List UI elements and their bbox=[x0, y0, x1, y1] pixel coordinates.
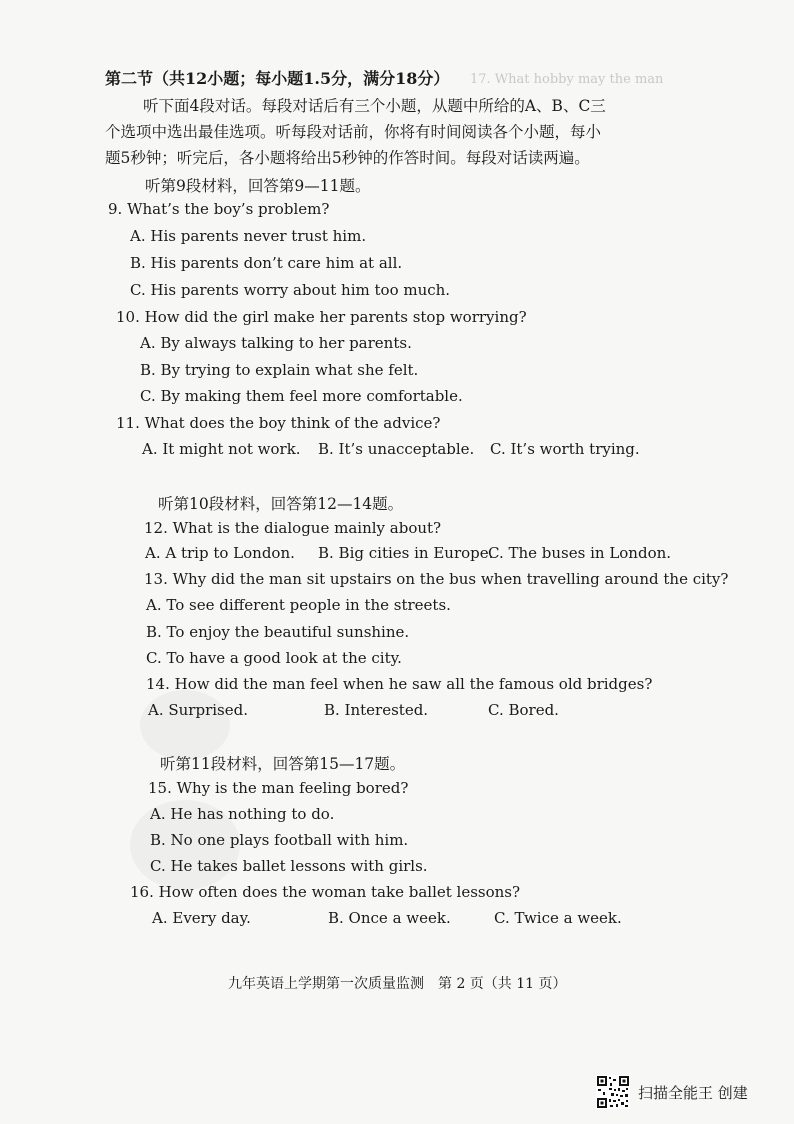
option-c: C. Bored. bbox=[488, 701, 559, 719]
section-title: 第二节（共12小题；每小题1.5分，满分18分） bbox=[105, 69, 450, 88]
option-b: B. Interested. bbox=[324, 701, 429, 719]
option-b: B. By trying to explain what she felt. bbox=[140, 361, 419, 379]
option-a: A. To see different people in the streets. bbox=[146, 596, 451, 614]
qr-code-icon bbox=[596, 1075, 630, 1109]
option-a: A. His parents never trust him. bbox=[130, 227, 367, 245]
option-b: B. To enjoy the beautiful sunshine. bbox=[146, 623, 410, 641]
instruction-line: 个选项中选出最佳选项。听每段对话前，你将有时间阅读各个小题，每小 bbox=[105, 123, 602, 141]
option-a: A. Every day. bbox=[152, 909, 251, 927]
option-b: B. Once a week. bbox=[328, 909, 451, 927]
option-c: C. He takes ballet lessons with girls. bbox=[150, 857, 428, 875]
bleed-through-text: 17. What hobby may the man bbox=[470, 72, 664, 87]
question-stem: 12. What is the dialogue mainly about? bbox=[144, 519, 442, 537]
question-stem: 11. What does the boy think of the advice? bbox=[116, 414, 441, 432]
question-stem: 14. How did the man feel when he saw all the famous old bridges? bbox=[146, 675, 653, 693]
instruction-line: 题5秒钟；听完后，各小题将给出5秒钟的作答时间。每段对话读两遍。 bbox=[105, 149, 590, 167]
option-c: C. It’s worth trying. bbox=[490, 440, 640, 458]
question-stem: 15. Why is the man feeling bored? bbox=[148, 779, 409, 797]
option-b: B. His parents don’t care him at all. bbox=[130, 254, 403, 272]
option-b: B. Big cities in Europe. bbox=[318, 544, 494, 562]
option-b: B. It’s unacceptable. bbox=[318, 440, 475, 458]
option-a: A. He has nothing to do. bbox=[150, 805, 335, 823]
option-c: C. His parents worry about him too much. bbox=[130, 281, 451, 299]
scanner-watermark: 扫描全能王 创建 bbox=[638, 1084, 748, 1102]
question-stem: 16. How often does the woman take ballet lessons? bbox=[130, 883, 521, 901]
section-instructions bbox=[105, 93, 665, 171]
option-a: A. Surprised. bbox=[148, 701, 248, 719]
option-b: B. No one plays football with him. bbox=[150, 831, 409, 849]
option-c: C. To have a good look at the city. bbox=[146, 649, 402, 667]
page-footer: 九年英语上学期第一次质量监测 第 2 页（共 11 页） bbox=[228, 976, 567, 992]
option-a: A. By always talking to her parents. bbox=[140, 334, 412, 352]
option-c: C. Twice a week. bbox=[494, 909, 622, 927]
question-stem: 9. What’s the boy’s problem? bbox=[108, 200, 330, 218]
group-instruction: 听第11段材料，回答第15—17题。 bbox=[160, 755, 406, 773]
option-a: A. A trip to London. bbox=[145, 544, 295, 562]
option-c: C. By making them feel more comfortable. bbox=[140, 387, 463, 405]
question-stem: 10. How did the girl make her parents stop worrying? bbox=[116, 308, 527, 326]
group-instruction: 听第10段材料，回答第12—14题。 bbox=[158, 495, 404, 513]
question-stem: 13. Why did the man sit upstairs on the bus when travelling around the city? bbox=[144, 570, 729, 588]
group-instruction: 听第9段材料，回答第9—11题。 bbox=[145, 177, 371, 195]
option-a: A. It might not work. bbox=[142, 440, 301, 458]
instruction-line: 听下面4段对话。每段对话后有三个小题，从题中所给的A、B、C三 bbox=[143, 97, 606, 115]
option-c: C. The buses in London. bbox=[488, 544, 672, 562]
